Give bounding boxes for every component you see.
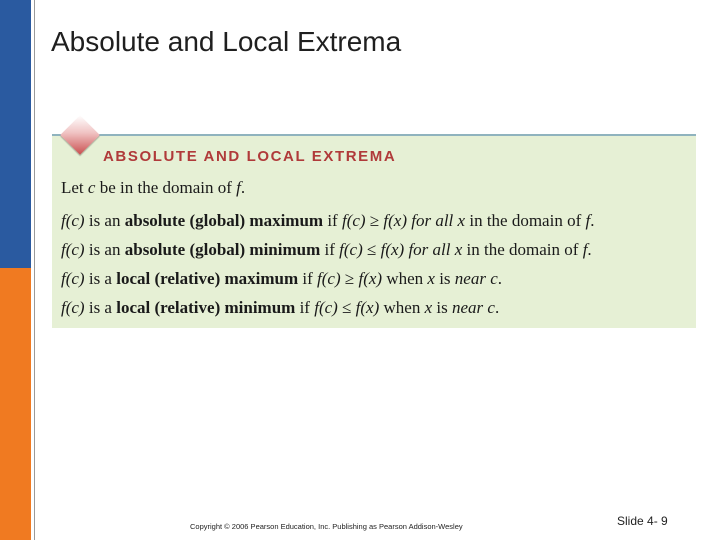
qualifier-text: for all x	[407, 211, 466, 230]
intro-var-c: c	[87, 178, 96, 197]
inequality-symbol: ≥	[369, 211, 380, 230]
is-text: is a	[84, 269, 117, 288]
x-var: x	[427, 269, 435, 288]
when-text: when	[382, 269, 428, 288]
local-minimum-definition	[61, 298, 499, 318]
f-var: f	[585, 211, 591, 230]
fx-term: f(x)	[355, 298, 380, 317]
tail-text: in the domain of	[462, 240, 583, 259]
f-var: f	[582, 240, 588, 259]
domain-statement	[61, 178, 245, 198]
fc-compare: f(c)	[317, 269, 341, 288]
near-text: near c	[454, 269, 498, 288]
slide-title: Absolute and Local Extrema	[51, 26, 402, 57]
tail-text: in the domain of	[465, 211, 586, 230]
inequality-symbol: ≤	[367, 240, 377, 259]
left-divider-line	[34, 0, 35, 540]
fx-term: f(x)	[380, 240, 405, 259]
fc-term: f(c)	[61, 298, 85, 317]
fc-term: f(c)	[61, 211, 85, 230]
extremum-term: absolute (global) minimum	[124, 240, 321, 259]
is-word: is	[434, 269, 455, 288]
extremum-term: absolute (global) maximum	[124, 211, 324, 230]
is-text: is an	[84, 211, 125, 230]
absolute-maximum-definition	[61, 211, 594, 231]
fx-term: f(x)	[358, 269, 383, 288]
inequality-symbol: ≤	[342, 298, 352, 317]
end-period: .	[587, 240, 592, 259]
fc-term: f(c)	[61, 240, 85, 259]
is-text: is a	[84, 298, 117, 317]
copyright-notice: Copyright © 2006 Pearson Education, Inc. Publishing as Pearson Addison-Wesley	[190, 522, 463, 531]
intro-prefix: Let	[61, 178, 88, 197]
end-period: .	[497, 269, 503, 288]
absolute-minimum-definition	[61, 240, 592, 260]
if-text: if	[298, 269, 318, 288]
local-maximum-definition	[61, 269, 502, 289]
end-period: .	[494, 298, 500, 317]
end-period: .	[590, 211, 595, 230]
if-text: if	[323, 211, 342, 230]
fc-compare: f(c)	[341, 211, 366, 230]
if-text: if	[320, 240, 340, 259]
intro-middle: be in the domain of	[95, 178, 237, 197]
fc-compare: f(c)	[314, 298, 338, 317]
fc-term: f(c)	[61, 269, 85, 288]
is-text: is an	[84, 240, 125, 259]
if-text: if	[295, 298, 315, 317]
intro-var-f: f	[236, 178, 241, 197]
is-word: is	[432, 298, 452, 317]
fx-term: f(x)	[383, 211, 407, 230]
x-var: x	[424, 298, 433, 317]
extremum-term: local (relative) minimum	[116, 298, 296, 317]
intro-end: .	[240, 178, 246, 197]
inequality-symbol: ≥	[344, 269, 355, 288]
qualifier-text: for all x	[404, 240, 463, 259]
left-accent-bar-blue	[0, 0, 31, 268]
definition-heading: ABSOLUTE AND LOCAL EXTREMA	[103, 148, 397, 165]
slide-number: Slide 4- 9	[617, 514, 668, 528]
fc-compare: f(c)	[339, 240, 363, 259]
near-text: near c	[451, 298, 495, 317]
when-text: when	[379, 298, 425, 317]
left-accent-bar-orange	[0, 268, 31, 540]
extremum-term: local (relative) maximum	[116, 269, 299, 288]
